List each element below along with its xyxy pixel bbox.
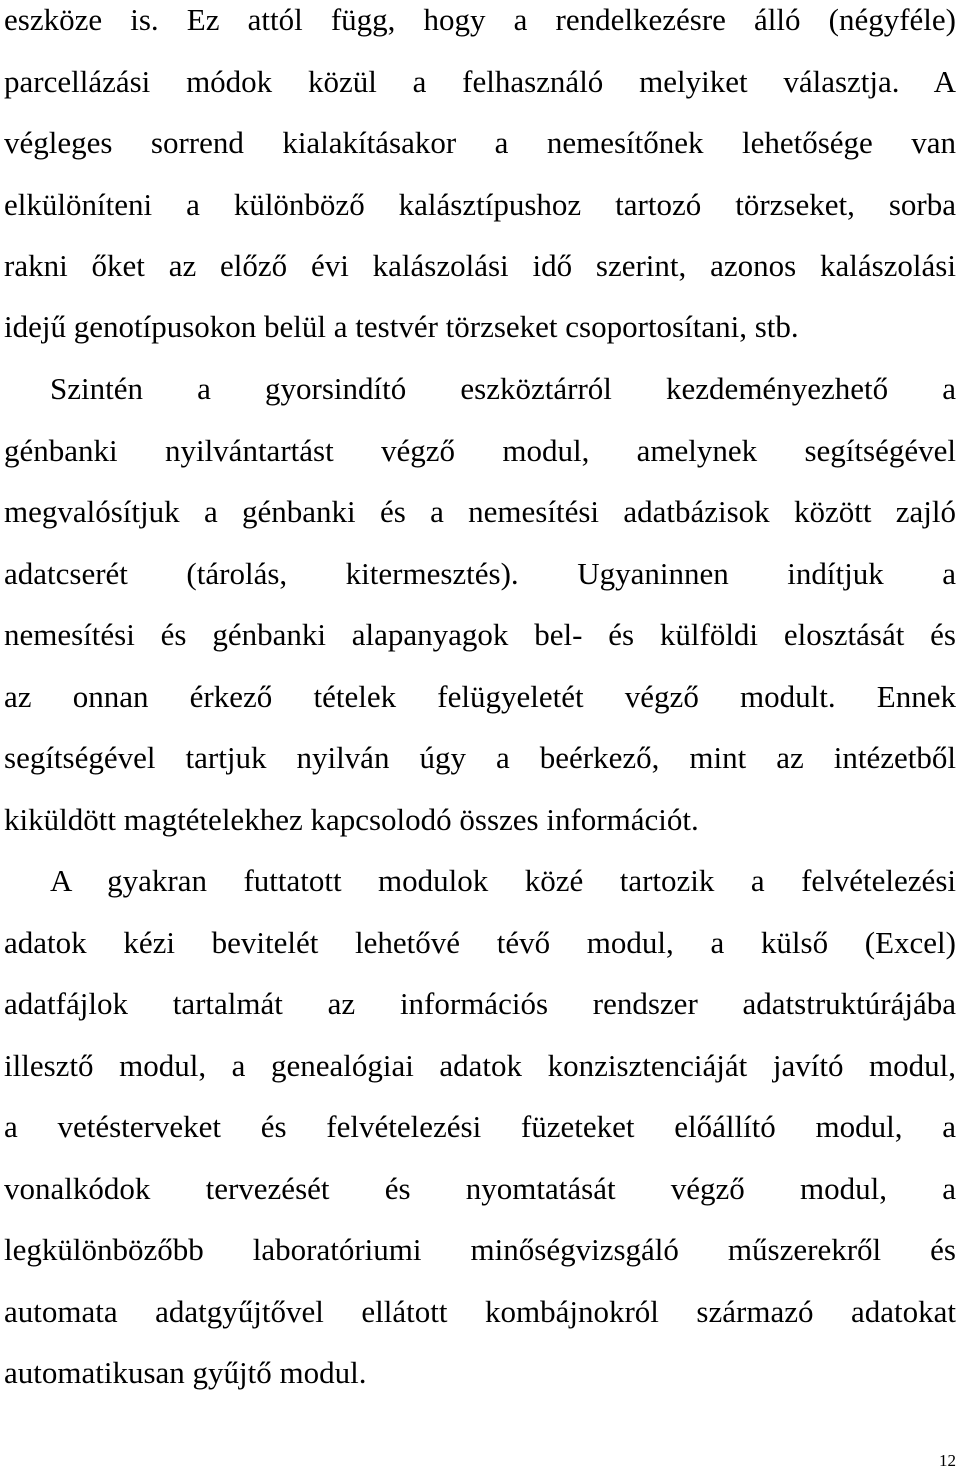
text-line: adatfájlok tartalmát az információs rendszer adatstruktúrájába [4,986,956,1021]
text-line: illesztő modul, a genealógiai adatok konzisztenciáját javító modul, [4,1048,956,1083]
text-line: végleges sorrend kialakításakor a nemesítőnek lehetősége van [4,125,956,160]
text-line: A gyakran futtatott modulok közé tartozik a felvételezési [50,863,956,898]
text-line: adatok kézi bevitelét lehetővé tévő modul, a külső (Excel) [4,925,956,960]
text-line: megvalósítjuk a génbanki és a nemesítési adatbázisok között zajló [4,494,956,529]
text-line: génbanki nyilvántartást végző modul, amelynek segítségével [4,433,956,468]
text-line: kiküldött magtételekhez kapcsolodó összes információt. [4,802,699,837]
text-line: adatcserét (tárolás, kitermesztés). Ugyaninnen indítjuk a [4,556,956,591]
text-line: parcellázási módok közül a felhasználó melyiket választja. A [4,64,956,99]
text-line: automata adatgyűjtővel ellátott kombájnokról származó adatokat [4,1294,956,1329]
text-line: rakni őket az előző évi kalászolási idő szerint, azonos kalászolási [4,248,956,283]
text-line: eszköze is. Ez attól függ, hogy a rendelkezésre álló (négyféle) [4,2,956,37]
text-line: segítségével tartjuk nyilván úgy a beérkező, mint az intézetből [4,740,956,775]
text-line: idejű genotípusokon belül a testvér törzseket csoportosítani, stb. [4,309,799,344]
text-line: a vetésterveket és felvételezési füzeteket előállító modul, a [4,1109,956,1144]
text-line: legkülönbözőbb laboratóriumi minőségvizsgáló műszerekről és [4,1232,956,1267]
text-line: elkülöníteni a különböző kalásztípushoz tartozó törzseket, sorba [4,187,956,222]
text-line: automatikusan gyűjtő modul. [4,1355,367,1390]
text-line: az onnan érkező tételek felügyeletét végző modult. Ennek [4,679,956,714]
text-line: Szintén a gyorsindító eszköztárról kezdeményezhető a [50,371,956,406]
page-number: 12 [939,1451,956,1470]
text-line: nemesítési és génbanki alapanyagok bel- és külföldi elosztását és [4,617,956,652]
text-line: vonalkódok tervezését és nyomtatását végző modul, a [4,1171,956,1206]
